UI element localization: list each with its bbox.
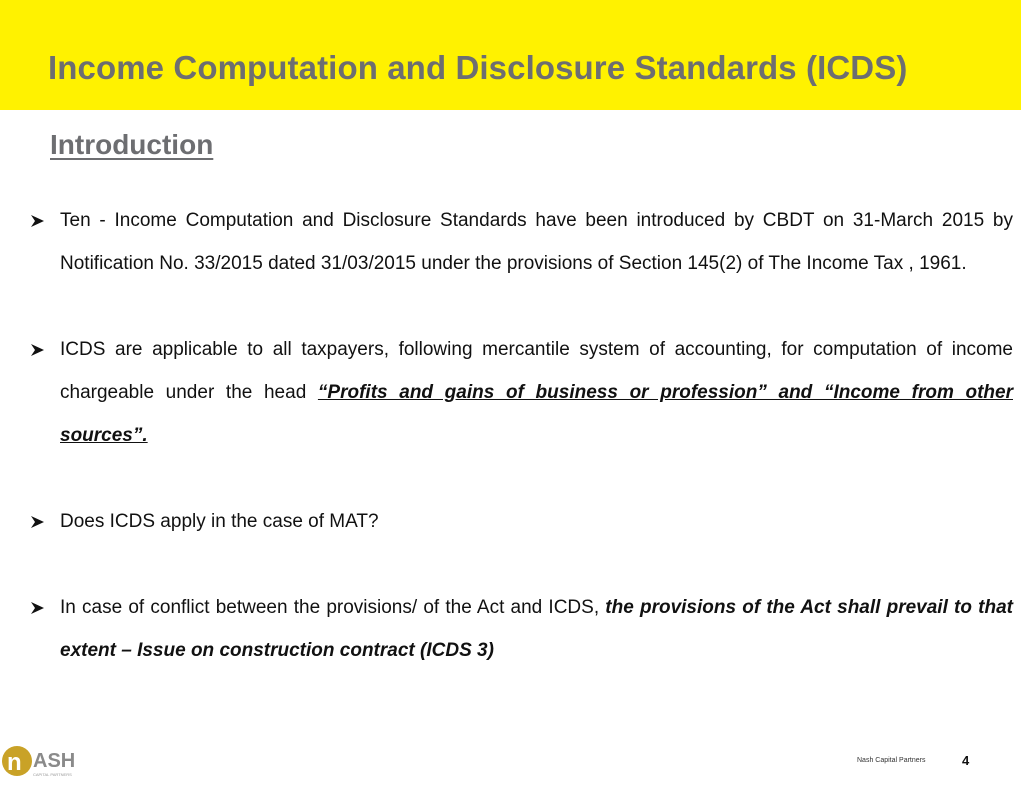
bullet-emphasis: the provisions of the Act shall prevail to that extent – Issue on construction contract (ICDS 3): [60, 597, 1013, 661]
bullet-emphasis: “Profits and gains of business or profession” and “Income from other sources”.: [60, 382, 1013, 446]
svg-text:ASH: ASH: [33, 750, 76, 772]
svg-text:n: n: [7, 749, 22, 776]
nash-logo: [0, 740, 90, 781]
header-banner: [0, 0, 1021, 110]
bullet-list: [30, 199, 1013, 672]
bullet-item: [30, 328, 1013, 457]
page-title: Income Computation and Disclosure Standards (ICDS): [48, 49, 908, 86]
bullet-item: [30, 586, 1013, 672]
arrow-bullet-icon: [30, 500, 46, 543]
bullet-text: In case of conflict between the provisions/ of the Act and ICDS,: [60, 597, 606, 618]
bullet-text: ICDS are applicable to all taxpayers, following mercantile system of accounting, for computation of income chargeable under the head: [60, 339, 1013, 403]
bullet-item: [30, 199, 1013, 285]
bullet-item: [30, 500, 1013, 543]
footer-company: Nash Capital Partners: [857, 757, 926, 764]
arrow-bullet-icon: [30, 586, 46, 629]
svg-text:CAPITAL PARTNERS: CAPITAL PARTNERS: [33, 772, 72, 777]
arrow-bullet-icon: [30, 199, 46, 242]
section-title: Introduction: [50, 129, 214, 160]
bullet-text: Ten - Income Computation and Disclosure Standards have been introduced by CBDT on 31-March 2015 by Notification No. 33/2015 dated 31/03/2015 under the provisions of Section 145(2) of The Income Tax , 1961.: [60, 210, 1013, 274]
bullet-text: Does ICDS apply in the case of MAT?: [60, 511, 379, 532]
arrow-bullet-icon: [30, 328, 46, 371]
page-number: 4: [962, 753, 970, 768]
